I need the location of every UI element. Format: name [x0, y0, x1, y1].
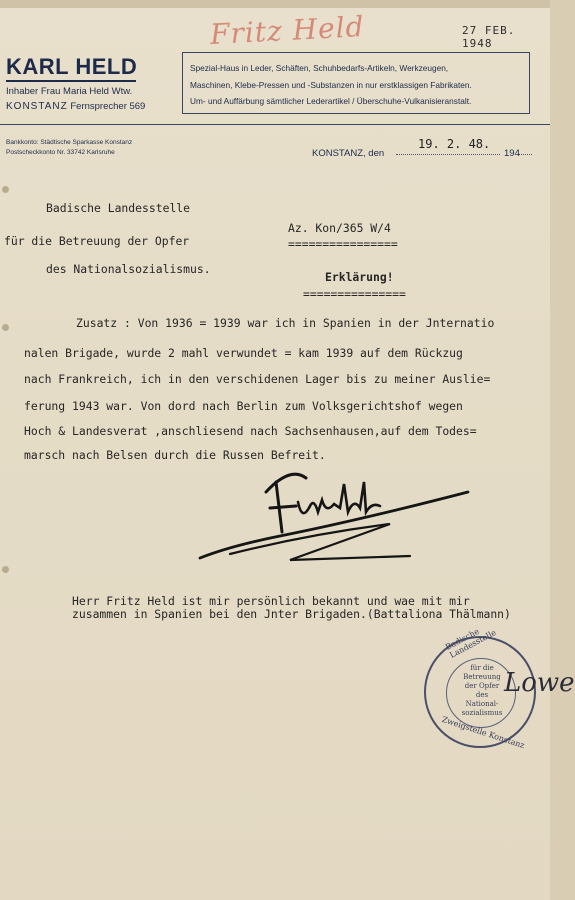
handwritten-signature [190, 462, 480, 572]
confirmation-line: zusammen in Spanien bei den Jnter Brigaden.(Battaliona Thälmann) [72, 607, 511, 621]
stamp-center-line: der Opfer [464, 682, 500, 690]
letterhead-city-phone [6, 101, 145, 112]
specialty-line: Maschinen, Klebe-Pressen und -Substanzen in nur erstklassigen Fabrikaten. [190, 80, 472, 90]
bank-account-line: Bankkonto: Städtische Sparkasse Konstanz [6, 139, 133, 146]
reference-underline: ================ [288, 237, 398, 251]
handwritten-annotation: Fritz Held [209, 9, 366, 52]
date-dotted-line [396, 154, 500, 155]
stamp-ring-bottom: Zweigstelle Konstanz [440, 714, 526, 751]
letterhead-divider [0, 124, 550, 125]
year-prefix: 194 [504, 148, 520, 159]
stamp-center-line: für die [470, 664, 494, 672]
letterhead-firm-name: KARL HELD [6, 54, 138, 79]
punch-hole [2, 566, 9, 573]
page-top-edge [0, 0, 550, 8]
stamp-ring-top: Badische Landesstelle [444, 626, 498, 660]
specialty-line: Spezial-Haus in Leder, Schäften, Schuhbedarfs-Artikeln, Werkzeugen, [190, 63, 449, 73]
letterhead-city: KONSTANZ [6, 101, 68, 112]
year-dotted-line [518, 154, 532, 155]
confirmation-line: Herr Fritz Held ist mir persönlich bekannt und wae mit mir [72, 594, 470, 608]
stamp-center-line: des [475, 691, 489, 699]
recipient-line: für die Betreuung der Opfer [4, 234, 190, 248]
recipient-line: Badische Landesstelle [46, 201, 191, 215]
stamp-handwritten-mark: Lowe [504, 668, 575, 698]
postal-account-line: Postscheckkonto Nr. 33742 Karlsruhe [6, 149, 115, 156]
recipient-line: des Nationalsozialismus. [46, 262, 211, 276]
reference-number: Az. Kon/365 W/4 [288, 221, 391, 235]
document-title: Erklärung! [325, 270, 394, 284]
title-underline: =============== [303, 287, 406, 301]
stamp-center-line: Betreuung [463, 673, 501, 681]
stamp-center-line: National- [465, 700, 499, 708]
place-label: KONSTANZ, den [312, 148, 385, 159]
specialty-line: Um- und Auffärbung sämtlicher Lederartikel / Überschuhe-Vulkanisieranstalt. [190, 96, 472, 106]
body-line: marsch nach Belsen durch die Russen Befreit. [24, 448, 326, 462]
letterhead-owner: Inhaber Frau Maria Held Wtw. [6, 86, 133, 97]
received-date-stamp: 27 FEB. 1948 [462, 24, 516, 50]
stamp-center-line: sozialismus [461, 709, 503, 717]
body-line: nach Frankreich, ich in den verschidenen Lager bis zu meiner Auslie= [24, 372, 491, 386]
body-line: nalen Brigade, wurde 2 mahl verwundet = kam 1939 auf dem Rückzug [24, 346, 463, 360]
punch-hole [2, 186, 9, 193]
firm-name-rule [6, 80, 136, 82]
typed-date: 19. 2. 48. [418, 137, 491, 151]
punch-hole [2, 324, 9, 331]
letterhead-phone: Fernsprecher 569 [70, 101, 146, 112]
body-line: Zusatz : Von 1936 = 1939 war ich in Spanien in der Jnternatio [76, 316, 495, 330]
body-line: Hoch & Landesverat ,anschliesend nach Sachsenhausen,auf dem Todes= [24, 424, 477, 438]
body-line: ferung 1943 war. Von dord nach Berlin zum Volksgerichtshof wegen [24, 399, 463, 413]
